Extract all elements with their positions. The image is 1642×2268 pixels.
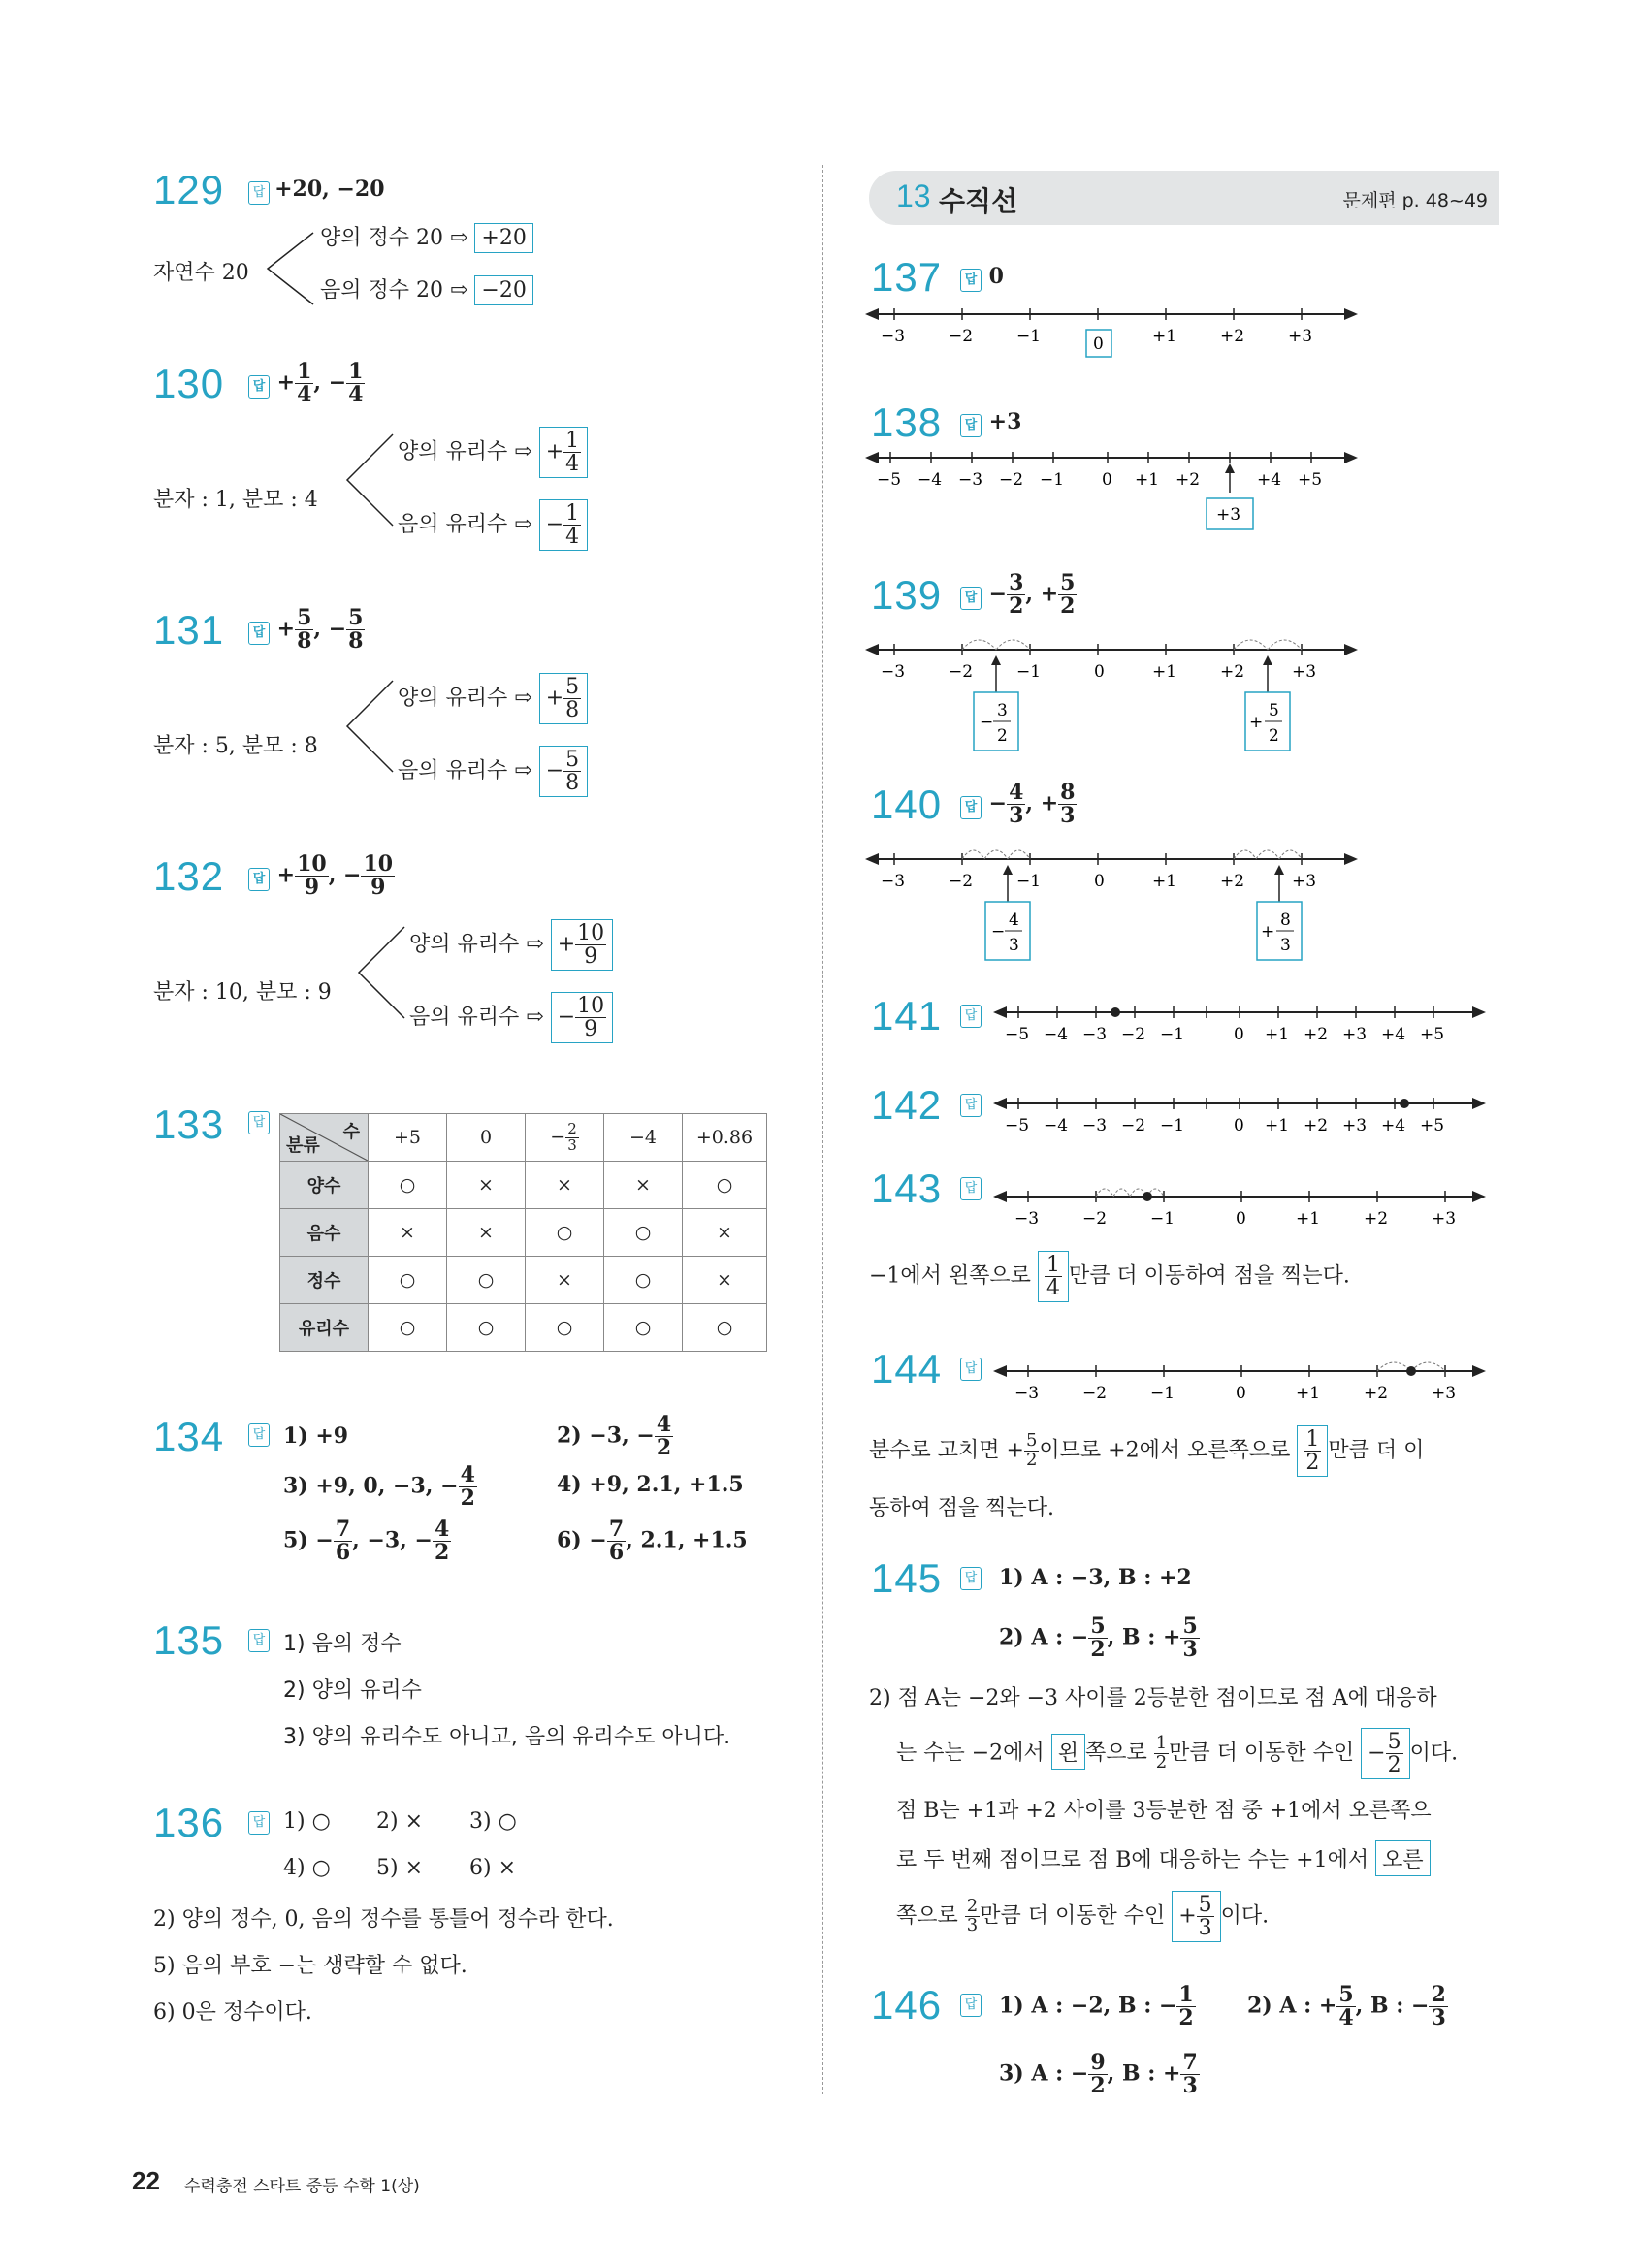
problem-number-140: 140 [871, 782, 943, 827]
tree-branch-130 [339, 427, 398, 533]
number-line-142 [993, 1090, 1497, 1142]
answer-label: 답 [248, 181, 270, 205]
table-corner: 수 분류 [280, 1114, 369, 1162]
tree-root-132: 분자 : 10, 분모 : 9 [153, 980, 332, 1005]
svg-text:−1: −1 [1016, 327, 1042, 346]
answer-label: 답 [248, 1111, 270, 1134]
svg-text:+1: +1 [1265, 1025, 1290, 1044]
answer-134-3: 3) +9, 0, −3, − $\frac{4}{2}$ [283, 1462, 475, 1512]
svg-text:0: 0 [1236, 1209, 1246, 1229]
svg-text:+1: +1 [1265, 1116, 1290, 1135]
svg-text:+2: +2 [1220, 327, 1245, 346]
tree-bottom-130: 음의 유리수 ⇨ − $\frac{1}{4}$ [398, 499, 588, 551]
problem-number-137: 137 [871, 254, 943, 300]
svg-text:−2: −2 [1082, 1384, 1108, 1403]
svg-text:−3: −3 [1082, 1025, 1108, 1044]
svg-text:+5: +5 [1420, 1116, 1445, 1135]
svg-text:−2: −2 [1121, 1025, 1146, 1044]
explain-145-l1: 2) 점 A는 −2와 −3 사이를 2등분한 점이므로 점 A에 대응하 [869, 1686, 1437, 1710]
table-header: +5 [369, 1114, 447, 1162]
svg-text:−1: −1 [1160, 1025, 1185, 1044]
svg-text:0: 0 [1094, 662, 1105, 682]
svg-text:0: 0 [1102, 470, 1112, 490]
problem-number-132: 132 [153, 853, 225, 899]
answer-134-6: 6) − $\frac{7}{6}$ , 2.1, +1.5 [557, 1517, 748, 1566]
svg-text:−4: −4 [1044, 1025, 1069, 1044]
svg-text:+2: +2 [1364, 1384, 1389, 1403]
svg-text:−5: −5 [877, 470, 902, 490]
svg-text:−3: −3 [881, 662, 906, 682]
svg-text:−5: −5 [1005, 1116, 1030, 1135]
answer-131: 답 + $\frac{5}{8}$ , − $\frac{5}{8}$ [248, 607, 365, 653]
problem-number-144: 144 [871, 1346, 943, 1391]
svg-text:−1: −1 [1016, 872, 1042, 891]
svg-text:+5: +5 [1420, 1025, 1445, 1044]
tree-top-131: 양의 유리수 ⇨ + $\frac{5}{8}$ [398, 673, 588, 724]
svg-text:3: 3 [1009, 936, 1019, 955]
svg-text:+2: +2 [1304, 1116, 1329, 1135]
problem-number-135: 135 [153, 1617, 225, 1663]
answer-136-4: 4) ○ [283, 1856, 331, 1880]
problem-number-146: 146 [871, 1982, 943, 2028]
svg-text:+: + [1261, 922, 1275, 942]
svg-text:+3: +3 [1292, 872, 1317, 891]
tree-branch-131 [339, 673, 398, 780]
svg-text:+1: +1 [1152, 872, 1177, 891]
svg-text:8: 8 [1280, 910, 1291, 930]
svg-text:+3: +3 [1432, 1384, 1457, 1403]
svg-text:−3: −3 [958, 470, 983, 490]
table-row-header: 정수 [280, 1257, 369, 1304]
tree-bottom-132: 음의 유리수 ⇨ − $\frac{10}{9}$ [409, 992, 613, 1043]
svg-text:−5: −5 [1005, 1025, 1030, 1044]
problem-number-130: 130 [153, 361, 225, 406]
svg-text:+1: +1 [1296, 1384, 1321, 1403]
answer-145-1: 1) A : −3, B : +2 [999, 1565, 1192, 1590]
answer-136-3: 3) ○ [469, 1809, 517, 1834]
svg-text:+2: +2 [1220, 872, 1245, 891]
problem-number-138: 138 [871, 399, 943, 445]
svg-text:−1: −1 [1016, 662, 1042, 682]
problem-number-129: 129 [153, 167, 225, 212]
svg-text:−1: −1 [1160, 1116, 1185, 1135]
number-line-138 [865, 444, 1369, 541]
answer-138: 답 +3 [960, 409, 1021, 437]
problem-number-142: 142 [871, 1082, 943, 1128]
svg-text:+: + [1249, 713, 1264, 732]
svg-text:0: 0 [1093, 335, 1104, 354]
svg-text:+1: +1 [1152, 662, 1177, 682]
section-header: 13 수직선 문제편 p. 48~49 [869, 171, 1499, 225]
answer-135-3: 3) 양의 유리수도 아니고, 음의 유리수도 아니다. [283, 1725, 731, 1749]
svg-text:−2: −2 [999, 470, 1024, 490]
classification-table: 수 분류 +5 0 − $\frac{2}{3}$ −4 +0.86 양수 ○ × × × ○ 음수 × × ○ ○ × 정수 ○ ○ × ○ × 유리수 ○ ○ ○ ○ ○ [279, 1113, 767, 1352]
svg-text:−3: −3 [1082, 1116, 1108, 1135]
tree-top-129: 양의 정수 20 ⇨ +20 [320, 221, 533, 253]
svg-text:−3: −3 [881, 872, 906, 891]
book-title: 수력충전 스타트 중등 수학 1(상) [184, 2177, 420, 2196]
explain-145-l2: 는 수는 −2에서 왼 쪽으로 $\frac{1}{2}$ 만큼 더 이동한 수인 − $\frac{5}{2}$ 이다. [896, 1728, 1458, 1779]
svg-text:+3: +3 [1288, 327, 1313, 346]
svg-text:5: 5 [1269, 701, 1279, 720]
answer-136-1: 1) ○ [283, 1809, 331, 1834]
tree-root-130: 분자 : 1, 분모 : 4 [153, 488, 318, 512]
table-header: +0.86 [683, 1114, 767, 1162]
svg-text:2: 2 [997, 726, 1008, 746]
tree-root-131: 분자 : 5, 분모 : 8 [153, 734, 318, 758]
svg-text:+3: +3 [1216, 505, 1241, 525]
problem-number-143: 143 [871, 1166, 943, 1211]
svg-text:+1: +1 [1296, 1209, 1321, 1229]
answer-139: 답 − $\frac{3}{2}$ , + $\frac{5}{2}$ [960, 572, 1077, 618]
answer-135-2: 2) 양의 유리수 [283, 1678, 422, 1703]
svg-text:+4: +4 [1381, 1116, 1406, 1135]
page-number: 22 [132, 2166, 160, 2195]
tree-bottom-131: 음의 유리수 ⇨ − $\frac{5}{8}$ [398, 746, 588, 797]
svg-text:−2: −2 [1121, 1116, 1146, 1135]
svg-text:+3: +3 [1342, 1025, 1368, 1044]
svg-text:−3: −3 [1014, 1209, 1040, 1229]
svg-text:+3: +3 [1432, 1209, 1457, 1229]
explain-144-line2: 동하여 점을 찍는다. [869, 1496, 1054, 1520]
answer-136-6: 6) × [469, 1856, 517, 1880]
answer-130: 답 + $\frac{1}{4}$ , − $\frac{1}{4}$ [248, 361, 365, 406]
svg-text:+2: +2 [1304, 1025, 1329, 1044]
svg-text:4: 4 [1009, 910, 1019, 930]
svg-text:+4: +4 [1257, 470, 1282, 490]
tree-top-132: 양의 유리수 ⇨ + $\frac{10}{9}$ [409, 919, 613, 971]
column-divider [822, 165, 823, 2094]
svg-text:+2: +2 [1364, 1209, 1389, 1229]
svg-text:+1: +1 [1152, 327, 1177, 346]
svg-text:−4: −4 [1044, 1116, 1069, 1135]
table-row-header: 양수 [280, 1162, 369, 1209]
tree-branch-132 [351, 919, 409, 1026]
explain-136-6: 6) 0은 정수이다. [153, 2000, 312, 2025]
svg-text:−1: −1 [1150, 1384, 1175, 1403]
problem-number-134: 134 [153, 1414, 225, 1459]
number-line-140 [865, 840, 1369, 966]
svg-text:3: 3 [1280, 936, 1291, 955]
svg-text:+3: +3 [1342, 1116, 1368, 1135]
problem-number-131: 131 [153, 607, 225, 653]
answer-137: 답 0 [960, 264, 1004, 292]
explain-136-5: 5) 음의 부호 −는 생략할 수 없다. [153, 1954, 467, 1978]
answer-146-2: 2) A : + $\frac{5}{4}$ , B : − $\frac{2}{3}$ [1247, 1982, 1446, 2031]
svg-text:−3: −3 [1014, 1384, 1040, 1403]
table-row-header: 유리수 [280, 1304, 369, 1352]
table-header: 0 [447, 1114, 526, 1162]
problem-number-145: 145 [871, 1555, 943, 1601]
tree-branch-129 [260, 225, 318, 312]
svg-text:+2: +2 [1175, 470, 1201, 490]
svg-text:+1: +1 [1135, 470, 1160, 490]
number-line-141 [993, 999, 1497, 1051]
table-header: − $\frac{2}{3}$ [526, 1114, 604, 1162]
svg-text:3: 3 [997, 701, 1008, 720]
svg-text:0: 0 [1236, 1384, 1246, 1403]
svg-text:−2: −2 [949, 327, 974, 346]
answer-135-1: 1) 음의 정수 [283, 1632, 402, 1656]
svg-text:0: 0 [1234, 1116, 1244, 1135]
table-row-header: 음수 [280, 1209, 369, 1257]
answer-134-4: 4) +9, 2.1, +1.5 [557, 1472, 744, 1497]
explain-145-l5: 쪽으로 $\frac{2}{3}$ 만큼 더 이동한 수인 + $\frac{5}{3}$ 이다. [896, 1891, 1269, 1942]
svg-text:+4: +4 [1381, 1025, 1406, 1044]
tree-top-130: 양의 유리수 ⇨ + $\frac{1}{4}$ [398, 427, 588, 478]
number-line-144 [993, 1336, 1497, 1404]
svg-text:+3: +3 [1292, 662, 1317, 682]
answer-134-1: 1) +9 [283, 1423, 349, 1449]
answer-140: 답 − $\frac{4}{3}$ , + $\frac{8}{3}$ [960, 782, 1077, 827]
number-line-137 [865, 301, 1369, 368]
answer-136-2: 2) × [376, 1809, 424, 1834]
explain-145-l3: 점 B는 +1과 +2 사이를 3등분한 점 중 +1에서 오른쪽으 [896, 1799, 1432, 1823]
svg-text:−: − [991, 922, 1006, 942]
answer-129: 답 +20, −20 [248, 176, 385, 205]
svg-text:2: 2 [1269, 726, 1279, 746]
svg-text:−1: −1 [1150, 1209, 1175, 1229]
svg-text:0: 0 [1234, 1025, 1244, 1044]
answer-146-1: 1) A : −2, B : − $\frac{1}{2}$ [999, 1982, 1194, 2031]
table-header: −4 [604, 1114, 683, 1162]
answer-134-2: 2) −3, − $\frac{4}{2}$ [557, 1412, 672, 1461]
svg-text:+2: +2 [1220, 662, 1245, 682]
explain-145-l4: 로 두 번째 점이므로 점 B에 대응하는 수는 +1에서 오른 [896, 1840, 1431, 1876]
explain-136-2: 2) 양의 정수, 0, 음의 정수를 통틀어 정수라 한다. [153, 1907, 614, 1932]
problem-number-133: 133 [153, 1102, 225, 1147]
answer-134-5: 5) − $\frac{7}{6}$ , −3, − $\frac{4}{2}$ [283, 1517, 450, 1566]
svg-text:−4: −4 [918, 470, 943, 490]
svg-text:+5: +5 [1298, 470, 1323, 490]
answer-136-5: 5) × [376, 1856, 424, 1880]
tree-bottom-129: 음의 정수 20 ⇨ −20 [320, 273, 533, 305]
svg-text:0: 0 [1094, 872, 1105, 891]
svg-text:−3: −3 [881, 327, 906, 346]
answer-132: 답 + $\frac{10}{9}$ , − $\frac{10}{9}$ [248, 853, 395, 899]
explain-143: −1에서 왼쪽으로 $\frac{1}{4}$ 만큼 더 이동하여 점을 찍는다. [869, 1251, 1350, 1302]
tree-root-129: 자연수 20 [153, 261, 249, 285]
number-line-143 [993, 1164, 1497, 1231]
problem-number-139: 139 [871, 572, 943, 618]
svg-text:−1: −1 [1040, 470, 1065, 490]
number-line-139 [865, 630, 1369, 756]
problem-number-141: 141 [871, 993, 943, 1038]
answer-146-3: 3) A : − $\frac{9}{2}$ , B : + $\frac{7}{3}$ [999, 2050, 1198, 2099]
answer-145-2: 2) A : − $\frac{5}{2}$ , B : + $\frac{5}{3}$ [999, 1613, 1198, 1663]
svg-text:−2: −2 [949, 872, 974, 891]
problem-number-136: 136 [153, 1800, 225, 1845]
explain-144-line1: 분수로 고치면 + $\frac{5}{2}$ 이므로 +2에서 오른쪽으로 $\frac{1}{2}$ 만큼 더 이 [869, 1425, 1424, 1477]
svg-text:−2: −2 [949, 662, 974, 682]
svg-text:−: − [980, 713, 994, 732]
svg-text:−2: −2 [1082, 1209, 1108, 1229]
